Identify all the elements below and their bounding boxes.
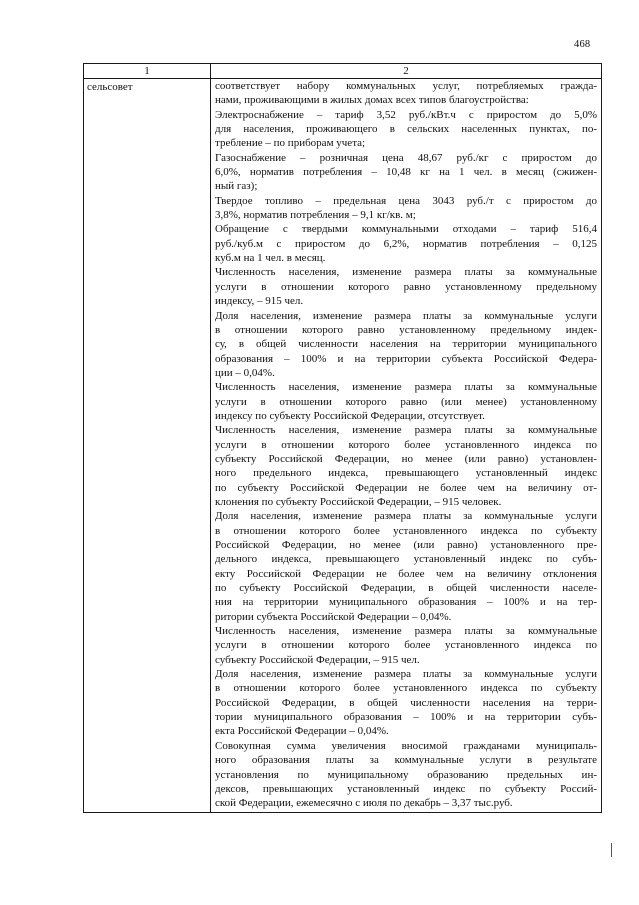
- text-line: услуги в отношении которого равно установленному предельному: [215, 280, 597, 293]
- scan-artifact-mark: [611, 843, 612, 857]
- text-line: Российской Федерации, в общей численности населения на терри-: [215, 696, 597, 709]
- text-line: по субъекту Российской Федерации, в общей численности населе-: [215, 582, 597, 595]
- text-line: ного предельного индекса, превышающего установленный индекс: [215, 467, 597, 480]
- text-line: Численность населения, изменение размера платы за коммунальные: [215, 424, 597, 437]
- text-line: ного образования платы за коммунальные услуги в результате: [215, 754, 597, 767]
- text-line: субъекту Российской Федерации, – 915 чел.: [215, 653, 420, 666]
- content-cell: [211, 79, 602, 813]
- text-line: для населения, проживающего в сельских населенных пунктах, по-: [215, 123, 597, 136]
- paragraph: [215, 265, 597, 308]
- text-line: Численность населения, изменение размера платы за коммунальные: [215, 381, 597, 394]
- text-line: ции – 0,04%.: [215, 366, 275, 379]
- paragraph: [215, 509, 597, 624]
- text-line: Численность населения, изменение размера платы за коммунальные: [215, 625, 597, 638]
- text-line: Доля населения, изменение размера платы за коммунальные услуги: [215, 510, 597, 523]
- text-line: екта Российской Федерации – 0,04%.: [215, 725, 389, 738]
- paragraph: [215, 739, 597, 811]
- text-line: услуги в отношении которого равно (или менее) установленному: [215, 395, 597, 408]
- text-line: Обращение с твердыми коммунальными отходами – тариф 516,4: [215, 223, 597, 236]
- text-line: руб./куб.м с приростом до 6,2%, норматив потребления – 0,125: [215, 237, 597, 250]
- text-line: индексу, – 915 чел.: [215, 295, 304, 308]
- text-line: Доля населения, изменение размера платы за коммунальные услуги: [215, 668, 597, 681]
- text-line: су, в общей численности населения на территории муниципального: [215, 338, 597, 351]
- text-line: Газоснабжение – розничная цена 48,67 руб./кг с приростом до: [215, 151, 597, 164]
- paragraph: [215, 151, 597, 194]
- text-line: 3,8%, норматив потребления – 9,1 кг/кв. м;: [215, 209, 416, 222]
- document-table: [83, 63, 602, 813]
- text-line: ный газ);: [215, 180, 258, 193]
- table-header-row: [84, 64, 602, 79]
- text-line: Твердое топливо – предельная цена 3043 руб./т с приростом до: [215, 194, 597, 207]
- paragraph: [215, 108, 597, 151]
- text-line: индексу по субъекту Российской Федерации, отсутствует.: [215, 409, 485, 422]
- column-header-2: 2: [211, 64, 602, 79]
- paragraph: [215, 380, 597, 423]
- text-line: ния на территории муниципального образования – 100% и на тер-: [215, 596, 597, 609]
- text-line: образования – 100% и на территории субъекта Российской Федера-: [215, 352, 597, 365]
- text-line: услуги в отношении которого более установленного индекса по: [215, 438, 597, 451]
- text-line: Российской Федерации, но менее (или равно) установленного пре-: [215, 539, 597, 551]
- text-line: в отношении которого более установленного индекса по субъекту: [215, 524, 597, 537]
- text-line: в отношении которого равно установленному предельному индек-: [215, 323, 597, 336]
- text-line: Электроснабжение – тариф 3,52 руб./кВт.ч с приростом до 5,0%: [215, 108, 597, 121]
- text-line: тории муниципального образования – 100% и на территории субъ-: [215, 711, 597, 724]
- text-line: требление – по приборам учета;: [215, 137, 366, 150]
- paragraphs-container: [215, 79, 597, 811]
- text-line: услуги в отношении которого более установленного индекса по: [215, 639, 597, 652]
- text-line: соответствует набору коммунальных услуг, потребляемых гражда-: [215, 80, 597, 92]
- table-row: [84, 79, 602, 813]
- paragraph: [215, 624, 597, 667]
- column-header-1: 1: [84, 64, 211, 79]
- text-line: ской Федерации, ежемесячно с июля по декабрь – 3,37 тыс.руб.: [215, 797, 513, 810]
- text-line: субъекту Российской Федерации, но менее (или равно) установлен-: [215, 452, 597, 465]
- text-line: дельного индекса, превышающего установленный индекс по субъ-: [215, 553, 597, 566]
- paragraph: [215, 194, 597, 223]
- text-line: Доля населения, изменение размера платы за коммунальные услуги: [215, 309, 597, 322]
- paragraph: [215, 423, 597, 509]
- page-number: 468: [574, 39, 591, 50]
- paragraph: [215, 222, 597, 265]
- text-line: ритории субъекта Российской Федерации – 0,04%.: [215, 610, 452, 623]
- row-label: сельсовет: [84, 79, 211, 813]
- paragraph: [215, 667, 597, 739]
- text-line: Численность населения, изменение размера платы за коммунальные: [215, 266, 597, 279]
- text-line: екту Российской Федерации не более чем на величину отклонения: [215, 567, 597, 580]
- text-line: 6,0%, норматив потребления – 10,48 кг на 1 чел. в месяц (сжижен-: [215, 166, 597, 179]
- text-line: установления по муниципальному образованию предельных ин-: [215, 768, 597, 781]
- paragraph: [215, 309, 597, 381]
- text-line: по субъекту Российской Федерации не более чем на величину от-: [215, 481, 597, 494]
- text-line: куб.м на 1 чел. в месяц.: [215, 252, 326, 265]
- text-line: дексов, превышающих установленный индекс по субъекту Россий-: [215, 782, 597, 795]
- text-line: в отношении которого более установленного индекса по субъекту: [215, 682, 597, 695]
- text-line: Совокупная сумма увеличения вносимой гражданами муниципаль-: [215, 739, 597, 752]
- paragraph: [215, 79, 597, 108]
- text-line: нами, проживающими в жилых домах всех типов благоустройства:: [215, 94, 529, 107]
- text-line: клонения по субъекту Российской Федерации, – 915 человек.: [215, 495, 502, 508]
